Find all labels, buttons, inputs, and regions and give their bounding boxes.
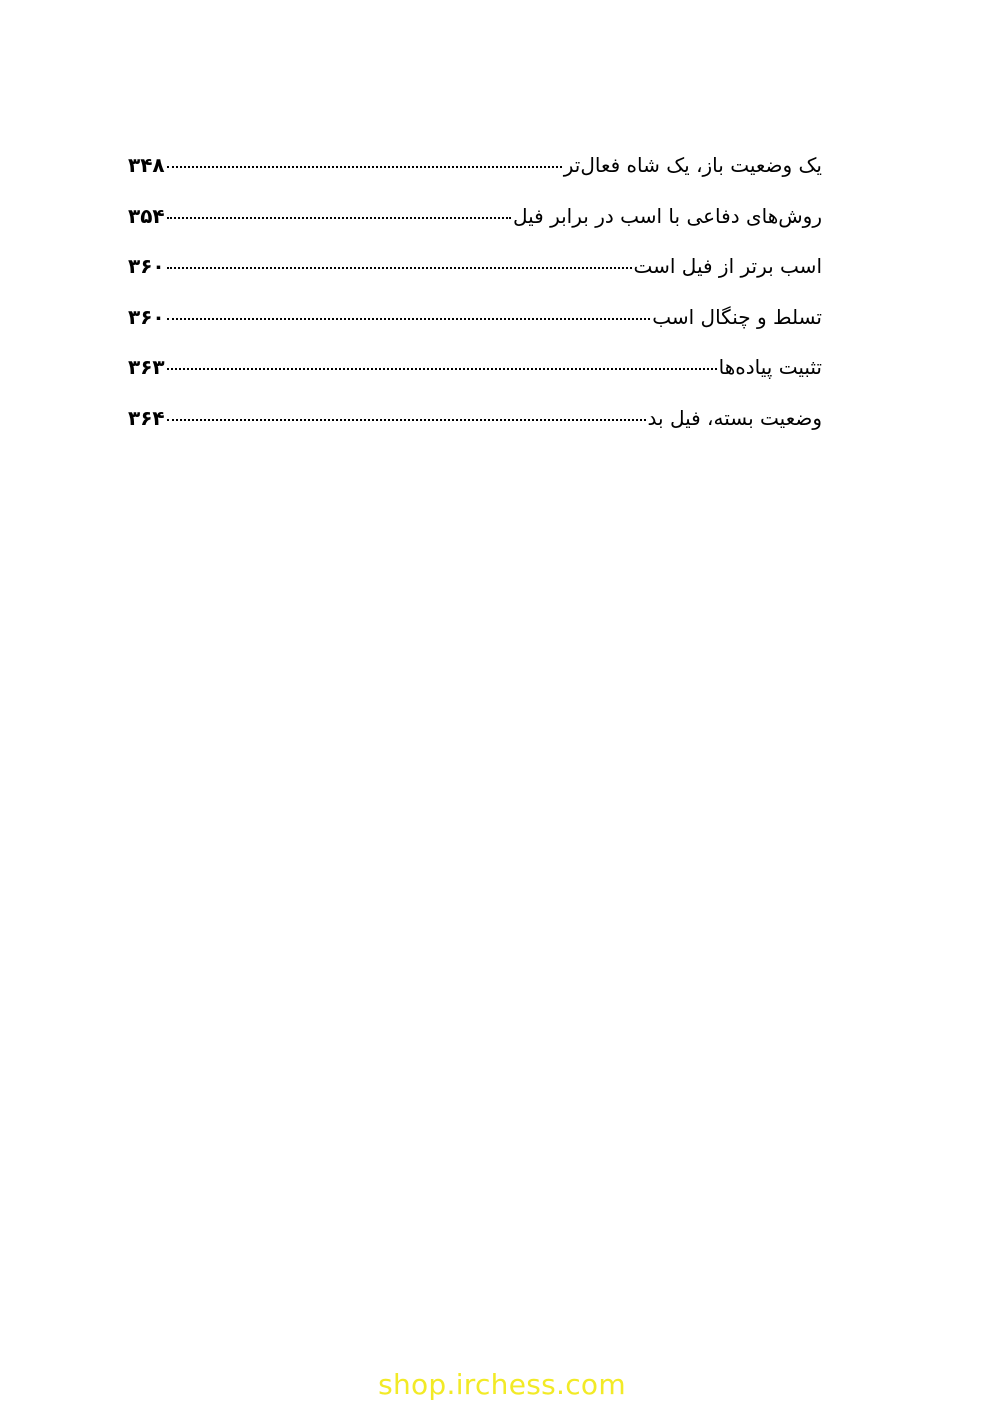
toc-entry[interactable] <box>128 345 822 396</box>
toc-entry[interactable] <box>128 194 822 245</box>
toc-entry[interactable] <box>128 295 822 346</box>
toc-leader-dots <box>167 296 651 320</box>
toc-entry-page: ۳۶۴ <box>128 405 165 430</box>
toc-entry-page: ۳۵۴ <box>128 203 165 228</box>
toc-entry-title: یک وضعیت باز، یک شاه فعال‌تر <box>563 153 822 177</box>
toc-leader-dots <box>167 195 511 219</box>
toc-entry[interactable] <box>128 396 822 447</box>
toc-entry-page: ۳۶۰ <box>128 254 165 279</box>
toc-entry-title: تثبیت پیاده‌ها <box>718 355 822 380</box>
toc-leader-dots <box>167 245 632 269</box>
watermark-url: shop.irchess.com <box>378 1368 626 1401</box>
toc-leader-dots <box>167 397 646 421</box>
toc-entry[interactable] <box>128 143 822 194</box>
toc-leader-dots <box>167 346 717 370</box>
toc-entry-title: وضعیت بسته، فیل بد <box>647 405 822 430</box>
toc-entry-page: ۳۶۳ <box>128 355 165 380</box>
toc-leader-dots <box>167 144 562 168</box>
toc-entry[interactable] <box>128 244 822 295</box>
toc-entry-page: ۳۶۰ <box>128 304 165 329</box>
toc-entry-title: روش‌های دفاعی با اسب در برابر فیل <box>512 203 822 228</box>
toc-entry-title: اسب برتر از فیل است <box>633 254 822 279</box>
toc-entry-title: تسلط و چنگال اسب <box>652 304 822 329</box>
table-of-contents <box>128 143 822 447</box>
toc-entry-page: ۳۴۸ <box>128 153 165 177</box>
